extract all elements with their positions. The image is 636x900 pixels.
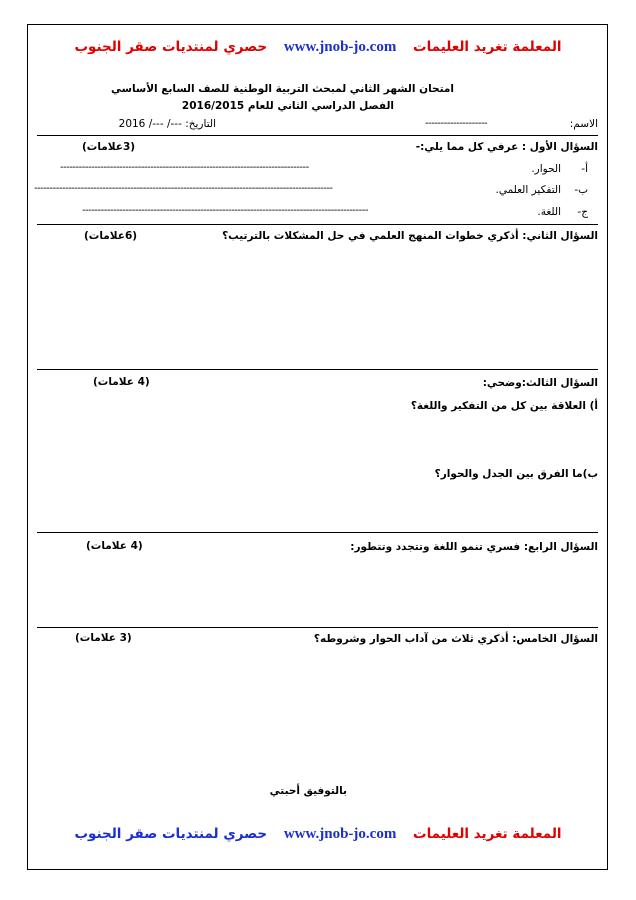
q2-marks: (6علامات) (84, 230, 138, 242)
q1-item-letter: أ- (581, 163, 588, 175)
q5-title: السؤال الخامس: أذكري ثلاث من آداب الحوار وشروطه؟ (313, 633, 598, 645)
q1-title: السؤال الأول : عرفي كل مما يلي:- (415, 141, 598, 153)
site-url[interactable]: www.jnob-jo.com (283, 39, 397, 55)
q1-item-blank: -------------------------------------------------------------------------------------------- (82, 205, 368, 216)
divider (37, 224, 598, 225)
teacher-name: المعلمة تغريد العليمات (413, 826, 562, 842)
teacher-name: المعلمة تغريد العليمات (413, 39, 562, 55)
q1-item-blank: ------------------------------------------------------------------------------------------------ (34, 183, 333, 194)
exam-title: امتحان الشهر الثاني لمبحث التربية الوطنية للصف السابع الأساسي (111, 83, 454, 95)
q1-item-label: اللغة. (537, 206, 561, 218)
q1-item-letter: ج- (577, 206, 588, 218)
q3-part-b: ب)ما الفرق بين الجدل والحوار؟ (434, 468, 598, 480)
q1-item-letter: ب- (574, 184, 588, 196)
bottom-banner (40, 826, 596, 843)
divider (37, 532, 598, 533)
closing-wish: بالتوفيق أحبتي (269, 785, 347, 797)
q3-part-a: أ) العلاقة بين كل من التفكير واللغة؟ (410, 400, 598, 412)
q2-title: السؤال الثاني: أذكري خطوات المنهج العلمي في حل المشكلات بالترتيب؟ (222, 230, 598, 242)
divider (37, 627, 598, 628)
q1-marks: (3علامات) (82, 141, 136, 153)
name-label: الاسم: (569, 118, 598, 130)
q3-title: السؤال الثالث:وضحي: (482, 377, 598, 389)
site-url[interactable]: www.jnob-jo.com (283, 826, 397, 842)
name-blank: -------------------- (425, 118, 488, 129)
divider (37, 135, 598, 136)
exclusive-note: حصري لمنتديات صقر الجنوب (74, 826, 268, 842)
q1-item-label: التفكير العلمي. (495, 184, 561, 196)
q3-marks: (4 علامات) (93, 376, 150, 388)
top-banner (40, 39, 596, 56)
semester-line: الفصل الدراسي الثاني للعام 2016/2015 (181, 100, 394, 112)
q1-item-label: الحوار. (531, 163, 561, 175)
q4-title: السؤال الرابع: فسري تنمو اللغة وتتجدد وتتطور: (350, 541, 598, 553)
exclusive-note: حصري لمنتديات صقر الجنوب (74, 39, 268, 55)
divider (37, 369, 598, 370)
date-field: التاريخ: ---/ ---/ 2016 (118, 118, 216, 130)
q4-marks: (4 علامات) (86, 540, 143, 552)
q1-item-blank: -------------------------------------------------------------------------------- (60, 162, 309, 173)
q5-marks: (3 علامات) (75, 632, 132, 644)
